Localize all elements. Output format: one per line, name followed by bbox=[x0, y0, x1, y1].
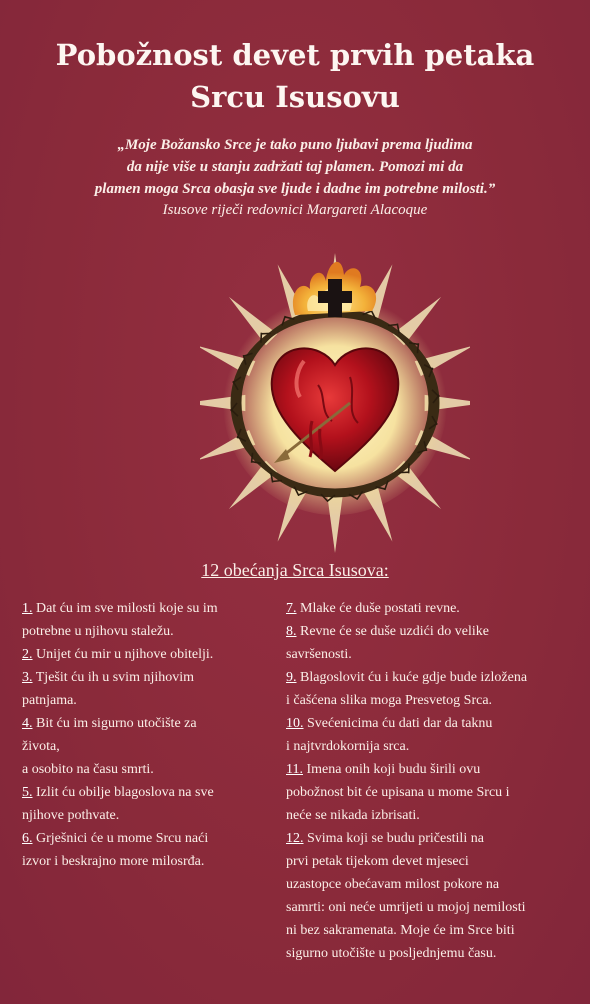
promise-item bbox=[286, 597, 581, 620]
promises-column-right bbox=[286, 597, 581, 965]
promise-line: 5. Izlit ću obilje blagoslova na sve bbox=[22, 785, 214, 800]
promise-line: 3. Tješit ću ih u svim njihovim bbox=[22, 670, 195, 685]
promise-item bbox=[286, 666, 581, 712]
promise-line: savršenosti. bbox=[286, 647, 352, 662]
promise-item bbox=[22, 643, 274, 666]
promise-number: 7. bbox=[286, 601, 297, 616]
promise-line: 12. Svima koji se budu pričestili na bbox=[286, 831, 484, 846]
promise-item bbox=[22, 827, 274, 873]
promise-line: potrebne u njihovu staležu. bbox=[22, 624, 174, 639]
quote-line-1: „Moje Božansko Srce je tako puno ljubavi prema ljudima bbox=[117, 137, 473, 153]
thorn bbox=[272, 480, 282, 481]
thorn bbox=[417, 343, 418, 353]
promise-number: 2. bbox=[22, 647, 33, 662]
promise-line: 10. Svećenicima ću dati dar da taknu bbox=[286, 716, 493, 731]
promise-line: 9. Blagoslovit ću i kuće gdje bude izložena bbox=[286, 670, 528, 685]
promise-line: samrti: oni neće umrijeti u mojoj nemilosti bbox=[286, 900, 526, 915]
quote-line-3: plamen moga Srca obasja sve ljude i dadne im potrebne milosti.” bbox=[94, 181, 496, 197]
quote-attribution: Isusove riječi redovnici Margareti Alacoque bbox=[162, 202, 428, 218]
promise-line: 6. Grješnici će u mome Srcu naći bbox=[22, 831, 209, 846]
promise-line: uzastopce obećavam milost pokore na bbox=[286, 877, 500, 892]
promise-line: a osobito na času smrti. bbox=[22, 762, 154, 777]
promise-item bbox=[286, 758, 581, 827]
promise-number: 5. bbox=[22, 785, 33, 800]
promise-number: 11. bbox=[286, 762, 303, 777]
promise-item bbox=[286, 712, 581, 758]
sacred-heart-image bbox=[200, 245, 470, 555]
promise-line: pobožnost bit će upisana u mome Srcu i bbox=[286, 785, 510, 800]
promise-number: 6. bbox=[22, 831, 33, 846]
promise-item bbox=[22, 597, 274, 643]
promise-number: 1. bbox=[22, 601, 33, 616]
promise-line: neće se nikada izbrisati. bbox=[286, 808, 420, 823]
sacred-heart-icon bbox=[200, 245, 470, 555]
promise-line: 2. Unijet ću mir u njihove obitelji. bbox=[22, 647, 214, 662]
promise-number: 8. bbox=[286, 624, 297, 639]
promise-line: patnjama. bbox=[22, 693, 77, 708]
promises-column-left bbox=[22, 597, 274, 873]
promise-line: njihove pothvate. bbox=[22, 808, 120, 823]
promise-line: prvi petak tijekom devet mjeseci bbox=[286, 854, 469, 869]
thorn bbox=[252, 453, 253, 463]
promises-heading: 12 obećanja Srca Isusova: bbox=[201, 560, 389, 580]
promise-item bbox=[22, 781, 274, 827]
quote bbox=[40, 134, 550, 200]
promise-line: 4. Bit ću im sigurno utočište za bbox=[22, 716, 197, 731]
thorn bbox=[388, 325, 398, 326]
quote-line-2: da nije više u stanju zadržati taj plamen. Pomozi mi da bbox=[126, 159, 464, 175]
promise-number: 9. bbox=[286, 670, 297, 685]
promise-line: 1. Dat ću im sve milosti koje su im bbox=[22, 601, 218, 616]
title-line-1: Pobožnost devet prvih petaka bbox=[55, 38, 535, 72]
promise-line: 11. Imena onih koji budu širili ovu bbox=[286, 762, 481, 777]
promise-line: ni bez sakramenata. Moje će im Srce biti bbox=[286, 923, 515, 938]
promise-line: izvor i beskrajno more milosrđa. bbox=[22, 854, 205, 869]
promise-item bbox=[22, 666, 274, 712]
title-line-2: Srcu Isusovu bbox=[190, 80, 400, 114]
promise-number: 10. bbox=[286, 716, 304, 731]
promise-number: 12. bbox=[286, 831, 304, 846]
page-title bbox=[0, 34, 590, 118]
promise-item bbox=[286, 620, 581, 666]
promise-number: 4. bbox=[22, 716, 33, 731]
promise-line: i čašćena slika moga Presvetog Srca. bbox=[286, 693, 493, 708]
promise-item bbox=[22, 712, 274, 781]
promise-line: 8. Revne će se duše uzdići do velike bbox=[286, 624, 489, 639]
promise-number: 3. bbox=[22, 670, 33, 685]
promise-line: života, bbox=[22, 739, 60, 754]
promise-item bbox=[286, 827, 581, 965]
promise-line: 7. Mlake će duše postati revne. bbox=[286, 601, 460, 616]
promise-line: sigurno utočište u posljednjemu času. bbox=[286, 946, 497, 961]
promise-line: i najtvrdokornija srca. bbox=[286, 739, 410, 754]
